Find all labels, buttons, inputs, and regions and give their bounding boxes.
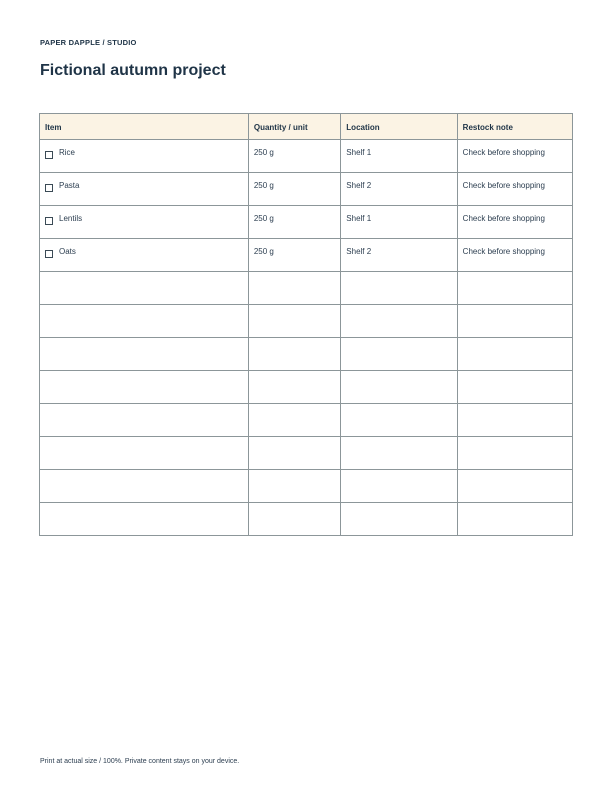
- cell-location[interactable]: [341, 371, 457, 404]
- cell-quantity[interactable]: [248, 404, 340, 437]
- cell-item[interactable]: [40, 437, 249, 470]
- item-name: Rice: [59, 148, 76, 157]
- empty-table-row: [40, 503, 573, 536]
- table-row: [40, 173, 573, 206]
- inventory-table: [39, 113, 573, 536]
- empty-table-row: [40, 371, 573, 404]
- item-checkbox[interactable]: [45, 184, 53, 192]
- cell-item[interactable]: [40, 470, 249, 503]
- cell-restock-note[interactable]: [457, 338, 572, 371]
- cell-item[interactable]: [40, 272, 249, 305]
- empty-table-row: [40, 404, 573, 437]
- cell-restock-note: Check before shopping: [457, 140, 572, 173]
- cell-restock-note[interactable]: [457, 503, 572, 536]
- cell-restock-note: Check before shopping: [457, 173, 572, 206]
- cell-location: Shelf 1: [341, 140, 457, 173]
- column-header-item: Item: [40, 114, 249, 140]
- cell-quantity[interactable]: [248, 437, 340, 470]
- item-checkbox[interactable]: [45, 151, 53, 159]
- cell-restock-note[interactable]: [457, 437, 572, 470]
- cell-quantity: 250 g: [248, 140, 340, 173]
- table-header-row: [40, 114, 573, 140]
- cell-location: Shelf 1: [341, 206, 457, 239]
- cell-restock-note[interactable]: [457, 470, 572, 503]
- table-row: [40, 239, 573, 272]
- item-name: Pasta: [59, 181, 80, 190]
- table-row: [40, 140, 573, 173]
- cell-item: [40, 140, 249, 173]
- item-checkbox[interactable]: [45, 217, 53, 225]
- cell-location[interactable]: [341, 272, 457, 305]
- cell-quantity[interactable]: [248, 272, 340, 305]
- footer-note: Print at actual size / 100%. Private content stays on your device.: [40, 758, 240, 765]
- cell-item: [40, 173, 249, 206]
- cell-location[interactable]: [341, 305, 457, 338]
- table-row: [40, 206, 573, 239]
- cell-item[interactable]: [40, 371, 249, 404]
- cell-restock-note[interactable]: [457, 305, 572, 338]
- cell-location[interactable]: [341, 437, 457, 470]
- empty-table-row: [40, 470, 573, 503]
- cell-location[interactable]: [341, 470, 457, 503]
- table-body: [40, 140, 573, 536]
- cell-location: Shelf 2: [341, 173, 457, 206]
- cell-item[interactable]: [40, 404, 249, 437]
- cell-restock-note[interactable]: [457, 272, 572, 305]
- page-title: Fictional autumn project: [40, 62, 226, 79]
- cell-restock-note: Check before shopping: [457, 239, 572, 272]
- item-name: Lentils: [59, 214, 83, 223]
- cell-location: Shelf 2: [341, 239, 457, 272]
- cell-quantity: 250 g: [248, 206, 340, 239]
- cell-item[interactable]: [40, 338, 249, 371]
- cell-quantity: 250 g: [248, 173, 340, 206]
- cell-quantity[interactable]: [248, 371, 340, 404]
- brand-label: PAPER DAPPLE / STUDIO: [40, 38, 137, 47]
- cell-location[interactable]: [341, 404, 457, 437]
- empty-table-row: [40, 272, 573, 305]
- cell-location[interactable]: [341, 503, 457, 536]
- cell-item[interactable]: [40, 305, 249, 338]
- cell-item: [40, 206, 249, 239]
- column-header-location: Location: [341, 114, 457, 140]
- cell-quantity: 250 g: [248, 239, 340, 272]
- item-name: Oats: [59, 247, 76, 256]
- cell-item[interactable]: [40, 503, 249, 536]
- cell-quantity[interactable]: [248, 305, 340, 338]
- cell-restock-note: Check before shopping: [457, 206, 572, 239]
- item-checkbox[interactable]: [45, 250, 53, 258]
- cell-restock-note[interactable]: [457, 371, 572, 404]
- column-header-restock-note: Restock note: [457, 114, 572, 140]
- column-header-quantity: Quantity / unit: [248, 114, 340, 140]
- empty-table-row: [40, 437, 573, 470]
- cell-quantity[interactable]: [248, 470, 340, 503]
- empty-table-row: [40, 338, 573, 371]
- cell-quantity[interactable]: [248, 503, 340, 536]
- cell-location[interactable]: [341, 338, 457, 371]
- empty-table-row: [40, 305, 573, 338]
- cell-item: [40, 239, 249, 272]
- cell-quantity[interactable]: [248, 338, 340, 371]
- cell-restock-note[interactable]: [457, 404, 572, 437]
